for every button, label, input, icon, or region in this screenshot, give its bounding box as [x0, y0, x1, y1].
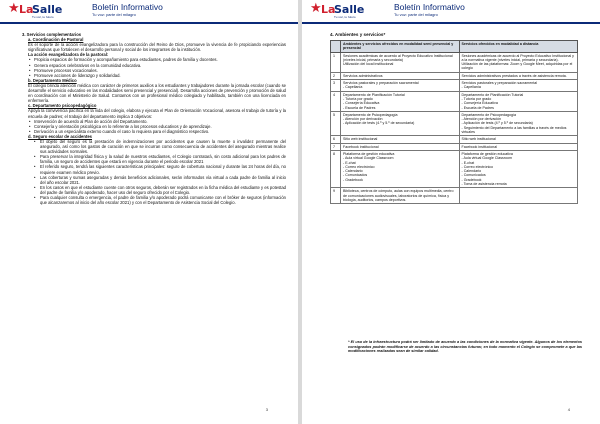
cell-line: Sitio web institucional [343, 137, 378, 142]
cell-line: - Correo electrónico [343, 164, 375, 169]
row-number: 2 [331, 72, 341, 79]
cell-line: Departamento de Psicopedagogía [343, 112, 398, 117]
left-content [22, 32, 286, 205]
cell-line: - Toma de asistencia remota [461, 182, 507, 187]
cell-line: - Escuela de Padres [461, 105, 494, 110]
cell-line: Servicios pastorales y preparación sacramental [343, 81, 419, 86]
list-item: • Para cualquier consulta o emergencia, el padre de familia y/o apoderado podrá comunicarse con el bróker de seguros (información que alcanzaremos al inicio del año escolar 2021) y con el Departamento de Asistencia Social del Colegio. [22, 195, 286, 205]
table-header-presencial: Ambientes y servicios ofrecidos en modalidad semi presencial y presencial [341, 41, 460, 53]
table-row [331, 80, 578, 92]
list-item: • Propicia espacios de formación y acompañamiento para estudiantes, padres de familia y docentes. [22, 57, 286, 62]
la-salle-logo [310, 1, 365, 20]
cell-line: - Capellanía [461, 85, 481, 90]
cell-line: - E-chat [461, 160, 475, 165]
list-item: • Promueve acciones de liderazgo y solidaridad. [22, 73, 286, 78]
table-header-row [331, 41, 578, 53]
cell-line: Servicios administrativos [343, 73, 383, 78]
cell-line: - Gradebook [343, 177, 363, 182]
bulletin-title: Boletín Informativo [92, 2, 163, 12]
logo-tagline: Tu voz, tu futuro [32, 15, 54, 19]
page-number: 3 [265, 407, 268, 412]
table-row [331, 188, 578, 204]
cell-line: - Calendario [343, 169, 363, 174]
table-cell-left [341, 143, 460, 150]
section-title: 3. Servicios complementarios [22, 32, 82, 37]
cell-line: Plataforma de gestión educativa [343, 151, 395, 156]
page-header [0, 0, 298, 22]
table-row [331, 91, 578, 111]
logo-la: La [321, 3, 336, 16]
table-cell-right [459, 111, 578, 135]
logo-salle: Salle [32, 3, 63, 16]
subsection-pastoral-title: a. Coordinación de Pastoral [28, 37, 84, 43]
cell-line: - Calendario [461, 169, 482, 174]
services-table [330, 40, 578, 204]
cell-line: - Aula virtual Google Classroom [461, 156, 513, 161]
logo-salle: Salle [334, 3, 365, 16]
cell-line: - Consejería Educativa [461, 101, 498, 106]
table-cell-left [341, 188, 460, 204]
subsection-insurance-title: d. Seguro escolar de accidentes [28, 133, 93, 139]
list-item: • Consejería y orientación psicológica en lo referente a los procesos educativos y de aprendizaje. [22, 124, 286, 129]
row-number: 3 [331, 80, 341, 92]
cell-line: - Aplicación de tests (4.º y 5.º de secundaria) [461, 121, 533, 126]
cell-line: Sesiones académicas de acuerdo al Proyecto Educativo Institucional y a la normativa vigente (niveles inicial, primaria y secundaria). [461, 53, 574, 62]
psycho-paragraph: Apoya la convivencia pacífica en la vida del colegio, elabora y ejecuta el Plan de Orientación Vocacional, asesora el trabajo de tutoría y la escuela de padres; el trabajo del departamento implica 3 objetivos: [28, 108, 286, 119]
cell-line: Departamento de Psicopedagogía [461, 112, 517, 117]
table-cell-left [341, 91, 460, 111]
table-header-distancia: Servicios ofrecidos en modalidad a distancia [459, 41, 578, 53]
list-item: • Genera espacios celebrativos en la comunidad educativa. [22, 63, 286, 68]
table-cell-right [459, 52, 578, 72]
cell-line: Facebook institucional [461, 144, 498, 149]
page-header [302, 0, 600, 22]
table-row [331, 72, 578, 79]
cell-line: Departamento de Planificación Tutorial [343, 92, 405, 97]
table-cell-left [341, 111, 460, 135]
cell-line: - Atención por derivación [461, 117, 502, 122]
bulletin-subtitle: Tu voz: parte del milagro [92, 12, 136, 17]
cell-line: - Aplicación de tests (4.º y 5.º de secundaria) [343, 121, 415, 126]
list-item: • Las coberturas y sumas aseguradas y demás beneficios adicionales, serán informados vía virtual a cada padre de familia al inicio del año escolar 2021. [22, 175, 286, 185]
cell-line: Departamento de Planificación Tutorial [461, 92, 524, 97]
table-row [331, 150, 578, 187]
cell-line: Servicios administrativos prestados a través de asistencia remota. [461, 73, 567, 78]
cell-line: Biblioteca, centros de cómputo, aulas con equipos multimedia, centro de comunicaciones audiovisuales, laboratorios de química, física y biología, auditorios, campos deportivos. [343, 189, 454, 202]
list-item: • El referido seguro, tendrá las siguientes características principales: seguro de cobertura nacional y durante las 24 horas del día, no requiere examen médico previo. [22, 164, 286, 174]
cell-line: - Aula virtual Google Classroom [343, 156, 394, 161]
table-cell-right [459, 72, 578, 79]
cell-line: Servicios pastorales y preparación sacramental [461, 81, 538, 86]
table-row [331, 52, 578, 72]
cell-line: - Correo electrónico [461, 164, 494, 169]
table-cell-right [459, 188, 578, 204]
cell-line: Utilización de las plataformas: Zoom y Google Meet, adquiridas por el colegio [461, 62, 573, 71]
cell-line: - Consejería Educativa [343, 101, 380, 106]
table-cell-right [459, 143, 578, 150]
page-number: 4 [567, 407, 570, 412]
la-salle-logo [8, 1, 63, 20]
cell-line: - Comunicados [461, 173, 486, 178]
cell-line: Sitio web institucional [461, 137, 496, 142]
bulletin-title: Boletín Informativo [394, 2, 465, 12]
list-item: • Promueve procesos vocacionales. [22, 68, 286, 73]
row-number: 4 [331, 91, 341, 111]
cell-line: - Atención por derivación [343, 117, 383, 122]
row-number: 8 [331, 150, 341, 187]
table-cell-left [341, 72, 460, 79]
table-header-num [331, 41, 341, 53]
section-title: 4. Ambientes y servicios* [330, 32, 386, 37]
table-row [331, 143, 578, 150]
header-divider [302, 22, 600, 24]
cell-line: Facebook institucional [343, 144, 379, 149]
logo-la: La [19, 3, 34, 16]
cell-line: - Tutoría por grado [461, 96, 492, 101]
cell-line: - Escuela de Padres [343, 105, 376, 110]
row-number: 6 [331, 136, 341, 143]
list-item: • Derivación a un especialista externo cuando el caso lo requiera para el diagnóstico respectivo. [22, 129, 286, 134]
pastoral-paragraph: Es el soporte de la acción evangelizadora para la construcción del Reino de Dios, promueve la vivencia de fe propiciando experiencias significativas que fortalecen el desarrollo personal y social de los integrantes de la institución. [28, 42, 286, 53]
row-number: 7 [331, 143, 341, 150]
subsection-psycho-title: c. Departamento psicopedagógico [28, 103, 97, 109]
cell-line: - Gradebook [461, 177, 482, 182]
list-item: • En los casos en que el estudiante cuente con otros seguros, deberán ser registrados en la ficha médica del estudiante y es potestad del padre de familia y/o apoderado, hacer uso del seguro ofrecido por el Colegio. [22, 185, 286, 195]
cell-line: - Tutoría por grado [343, 96, 373, 101]
star-icon: ★ [310, 1, 322, 16]
cell-line: - Seguimiento del Departamento a las familias a través de medios virtuales [461, 125, 567, 135]
page-4 [302, 0, 600, 424]
logo-tagline: Tu voz, tu futuro [334, 15, 356, 19]
footnote: * El uso de la infraestructura podrá ser limitado de acuerdo a las condiciones de la normativa vigente. Algunos de los elementos consignados podrán modificarse de acuerdo a las circunstancias futuras; en todo momento el Colegio se compromete a que las modificaciones realizadas sean de similar calidad. [348, 340, 582, 354]
list-item: • El objeto del seguro es la prestación de indemnizaciones por accidentes que causen la muerte o invalidez permanente del asegurado, así como los gastos de curación en que se incurran como consecuencia de accidentes del asegurado mientras realice sus actividades normales. [22, 139, 286, 154]
subsection-medical-title: b. Departamento Médico [28, 77, 77, 83]
cell-line: Utilización del local institucional [343, 62, 394, 67]
table-cell-left [341, 52, 460, 72]
table-cell-right [459, 136, 578, 143]
cell-line: - E-chat [343, 160, 356, 165]
table-row [331, 136, 578, 143]
table-cell-left [341, 80, 460, 92]
table-row [331, 111, 578, 135]
table-cell-right [459, 150, 578, 187]
medical-paragraph: El colegio brinda atención médica con carácter de primeros auxilios a los estudiantes y trabajadores durante la jornada escolar (cuando se desarrolle el servicio educativo en las modalidades semi presencial y presencial). Desarrolla acciones de prevención y promoción de salud en coordinación con el Ministerio de Salud. Contamos con un profesional médico colegiado y habilitado, también con una licenciada en enfermería. [28, 82, 286, 104]
list-item: • Intervención de acuerdo al Plan de acción del Departamento. [22, 119, 286, 124]
table-cell-right [459, 80, 578, 92]
table-cell-left [341, 150, 460, 187]
table-cell-right [459, 91, 578, 111]
cell-line: - Capellanía [343, 85, 363, 90]
cell-line: - Comunicados [343, 173, 368, 178]
row-number: 1 [331, 52, 341, 72]
table-cell-left [341, 136, 460, 143]
page-3 [0, 0, 298, 424]
cell-line: Plataforma de gestión educativa [461, 151, 513, 156]
header-divider [0, 22, 298, 24]
row-number: 9 [331, 188, 341, 204]
bulletin-subtitle: Tu voz: parte del milagro [394, 12, 438, 17]
list-item: • Para preservar la integridad física y la salud de nuestros estudiantes, el Colegio contratará, sin costo adicional para los padres de familia, un seguro de accidentes que estará en vigencia durante el periodo escolar 2021 [22, 154, 286, 164]
cell-line: Sesiones académicas de acuerdo al Proyecto Educativo Institucional (niveles inicial, primaria y secundaria) [343, 53, 453, 62]
row-number: 5 [331, 111, 341, 135]
pastoral-lead: La acción evangelizadora de la pastoral: [28, 52, 109, 58]
star-icon: ★ [8, 1, 20, 16]
